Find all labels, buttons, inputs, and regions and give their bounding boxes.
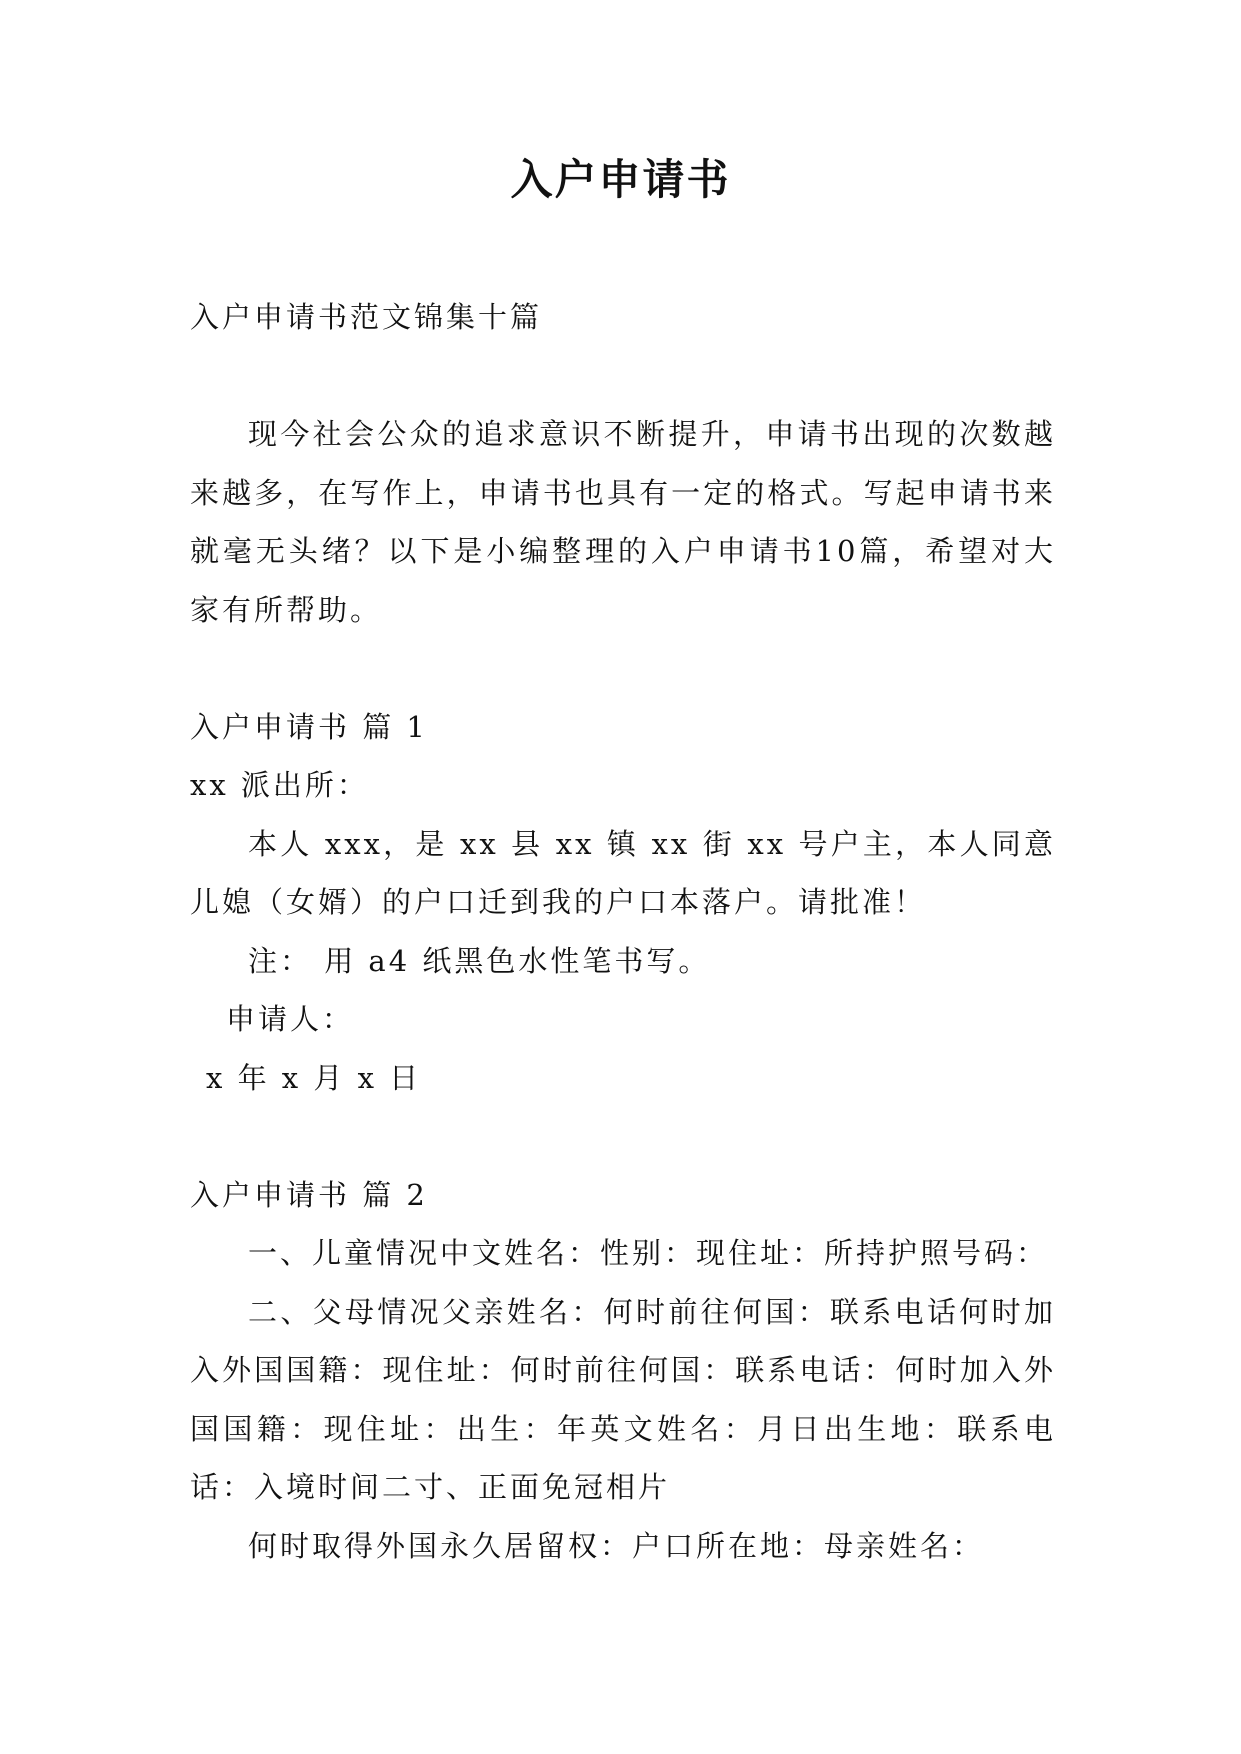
section1-applicant: 申请人： xyxy=(226,1002,355,1036)
section1-body: 本人 xxx，是 xx 县 xx 镇 xx 街 xx 号户主，本人同意儿媳（女婿）的户口迁到我的户口本落户。请批准！ xyxy=(190,826,1056,919)
spacer xyxy=(190,347,1056,406)
section1-addressee: xx 派出所： xyxy=(190,768,369,802)
section2-item2: 二、父母情况父亲姓名：何时前往何国：联系电话何时加入外国国籍：现住址：何时前往何国：联系电话：何时加入外国国籍：现住址：出生：年英文姓名：月日出生地：联系电话：入境时间二寸、正面免冠相片 xyxy=(190,1294,1056,1504)
document-body xyxy=(190,288,1056,1575)
spacer xyxy=(190,639,1056,698)
document-title: 入户申请书 xyxy=(510,155,731,204)
section2-heading: 入户申请书 篇 2 xyxy=(190,1177,428,1212)
section1-heading: 入户申请书 篇 1 xyxy=(190,709,428,744)
intro-paragraph: 现今社会公众的追求意识不断提升，申请书出现的次数越来越多，在写作上，申请书也具有一定的格式。写起申请书来就毫无头绪？以下是小编整理的入户申请书10篇，希望对大家有所帮助。 xyxy=(190,417,1056,627)
document-subtitle: 入户申请书范文锦集十篇 xyxy=(190,300,543,334)
section1-date: x 年 x 月 x 日 xyxy=(206,1060,422,1095)
section2-item3: 何时取得外国永久居留权：户口所在地：母亲姓名： xyxy=(248,1528,985,1563)
section1-note: 注： 用 a4 纸黑色水性笔书写。 xyxy=(248,943,711,978)
section2-item1: 一、儿童情况中文姓名：性别：现住址：所持护照号码： xyxy=(248,1236,1049,1270)
spacer xyxy=(190,1107,1056,1166)
